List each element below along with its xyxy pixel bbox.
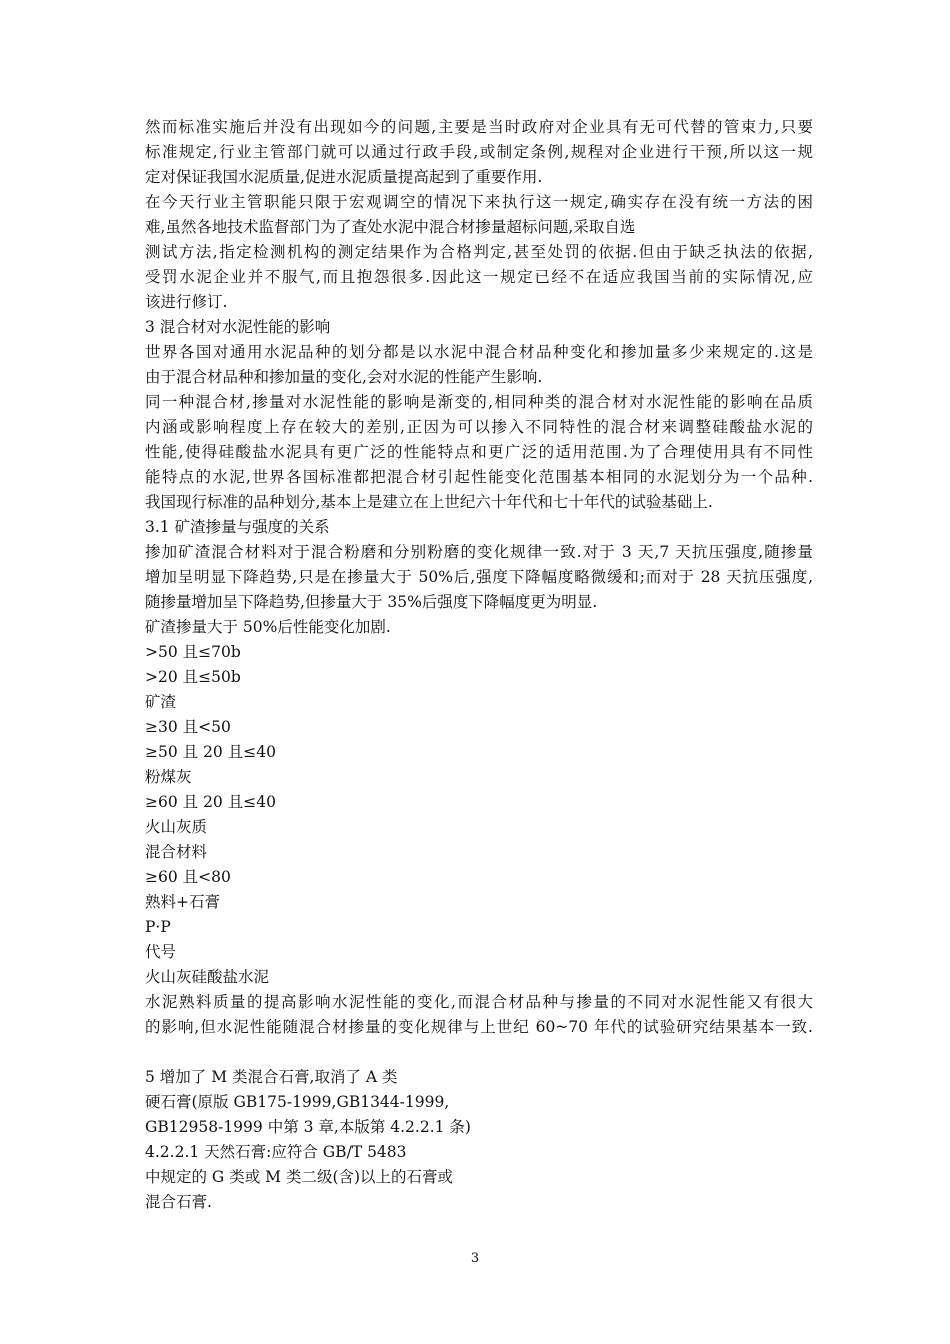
paragraph-line: 的影响,但水泥性能随混合材掺量的变化规律与上世纪 60~70 年代的试验研究结果基本一致. (145, 1018, 813, 1036)
paragraph-line: GB12958-1999 中第 3 章,本版第 4.2.2.1 条) (145, 1118, 471, 1136)
section-heading: 3.1 矿渣掺量与强度的关系 (145, 518, 330, 536)
document-body (145, 115, 813, 1215)
section-heading: 5 增加了 M 类混合石膏,取消了 A 类 (145, 1068, 398, 1086)
paragraph-line: 内涵或影响程度上存在较大的差别,正因为可以掺入不同特性的混合材来调整硅酸盐水泥的 (145, 418, 813, 436)
paragraph-line: 硬石膏(原版 GB175-1999,GB1344-1999, (145, 1093, 450, 1111)
paragraph-line: 我国现行标准的品种划分,基本上是建立在上世纪六十年代和七十年代的试验基础上. (145, 493, 713, 511)
paragraph-line: 中规定的 G 类或 M 类二级(含)以上的石膏或 (145, 1168, 454, 1186)
table-fragment-line: 熟料+石膏 (145, 893, 220, 911)
paragraph-line: 测试方法,指定检测机构的测定结果作为合格判定,甚至处罚的依据.但由于缺乏执法的依据, (145, 243, 813, 261)
paragraph-line: 增加呈明显下降趋势,只是在掺量大于 50%后,强度下降幅度略微缓和;而对于 28 天抗压强度, (145, 568, 813, 586)
paragraph-line: 矿渣掺量大于 50%后性能变化加剧. (145, 618, 391, 636)
paragraph-line: 该进行修订. (145, 293, 228, 311)
paragraph-line: 掺加矿渣混合材料对于混合粉磨和分别粉磨的变化规律一致.对于 3 天,7 天抗压强度,随掺量 (145, 543, 813, 561)
table-fragment-line: 粉煤灰 (145, 768, 192, 786)
section-heading: 3 混合材对水泥性能的影响 (145, 318, 331, 336)
table-fragment-line: 代号 (145, 943, 177, 961)
table-fragment-line: ≥60 且<80 (145, 868, 231, 886)
paragraph-line: 随掺量增加呈下降趋势,但掺量大于 35%后强度下降幅度更为明显. (145, 593, 598, 611)
paragraph-line: 定对保证我国水泥质量,促进水泥质量提高起到了重要作用. (145, 168, 543, 186)
table-fragment-line: 火山灰质 (145, 818, 208, 836)
paragraph-line: 标准规定,行业主管部门就可以通过行政手段,或制定条例,规程对企业进行干预,所以这一规 (145, 143, 813, 161)
paragraph-line: 由于混合材品种和掺加量的变化,会对水泥的性能产生影响. (145, 368, 543, 386)
paragraph-line: 然而标准实施后并没有出现如今的问题,主要是当时政府对企业具有无可代替的管束力,只要 (145, 118, 813, 136)
page-number: 3 (470, 1251, 480, 1266)
paragraph-line: 性能,使得硅酸盐水泥具有更广泛的性能特点和更广泛的适用范围.为了合理使用具有不同性 (145, 443, 813, 461)
table-fragment-line: ≥30 且<50 (145, 718, 231, 736)
table-fragment-line: P·P (145, 918, 171, 936)
paragraph-line: 在今天行业主管职能只限于宏观调空的情况下来执行这一规定,确实存在没有统一方法的困 (145, 193, 813, 211)
table-fragment-line: >50 且≤70b (145, 643, 241, 661)
paragraph-line: 水泥熟料质量的提高影响水泥性能的变化,而混合材品种与掺量的不同对水泥性能又有很大 (145, 993, 813, 1011)
blank-line (145, 1040, 813, 1065)
table-fragment-line: 混合材料 (145, 843, 208, 861)
table-fragment-line: 矿渣 (145, 693, 177, 711)
paragraph-line: 世界各国对通用水泥品种的划分都是以水泥中混合材品种变化和掺加量多少来规定的.这是 (145, 343, 813, 361)
paragraph-line: 混合石膏. (145, 1193, 212, 1211)
paragraph-line: 能特点的水泥,世界各国标准都把混合材引起性能变化范围基本相同的水泥划分为一个品种. (145, 468, 813, 486)
table-fragment-line: ≥50 且 20 且≤40 (145, 743, 276, 761)
table-fragment-line: ≥60 且 20 且≤40 (145, 793, 276, 811)
paragraph-line: 难,虽然各地技术监督部门为了查处水泥中混合材掺量超标问题,采取自选 (145, 218, 636, 236)
table-fragment-line: 火山灰硅酸盐水泥 (145, 968, 270, 986)
paragraph-line: 同一种混合材,掺量对水泥性能的影响是渐变的,相同种类的混合材对水泥性能的影响在品质 (145, 393, 813, 411)
paragraph-line: 4.2.2.1 天然石膏:应符合 GB/T 5483 (145, 1143, 407, 1161)
table-fragment-line: >20 且≤50b (145, 668, 241, 686)
paragraph-line: 受罚水泥企业并不服气,而且抱怨很多.因此这一规定已经不在适应我国当前的实际情况,应 (145, 268, 813, 286)
